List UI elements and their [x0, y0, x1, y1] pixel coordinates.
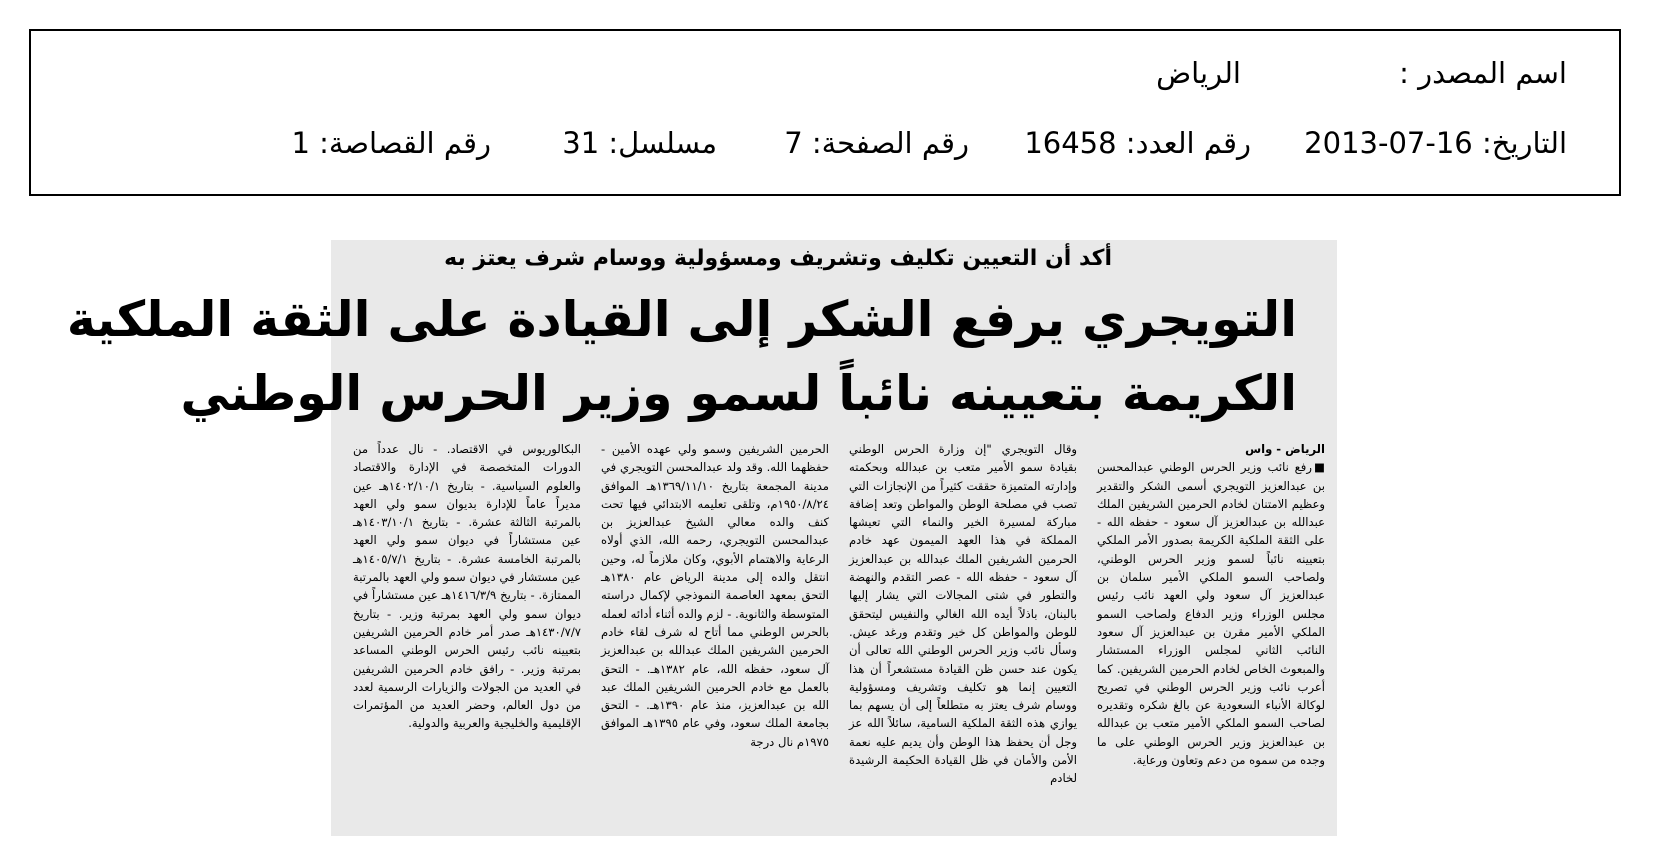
- source-label: اسم المصدر :: [1399, 56, 1567, 90]
- date-field: التاريخ: 16-07-2013: [1304, 126, 1567, 160]
- article-column-3: [601, 440, 829, 832]
- article-column-1: [1097, 440, 1325, 832]
- issue-number-field: رقم العدد: 16458: [1024, 126, 1251, 160]
- clip-number-field: رقم القصاصة: 1: [291, 126, 491, 160]
- column-2-text: وقال التويجري "إن وزارة الحرس الوطني بقيادة سمو الأمير متعب بن عبدالله وبحكمته وإدارته المتميزة حققت كثيراً من الإنجازات التي تصب في مصلحة الوطن والمواطن وتعد إضافة مباركة لمسيرة الخير والنماء التي تعيشها المملكة في هذا العهد الميمون عهد خادم الحرمين الشريفين الملك عبدالله بن عبدالعزيز آل سعود - حفظه الله - عصر التقدم والنهضة والتطور في شتى المجالات التي يشار إليها بالبنان، باذلاً أيده الله الغالي والنفيس ليتحقق للوطن والمواطن كل خير وتقدم ورغد عيش. وسأل نائب وزير الحرس الوطني الله تعالى أن يكون عند حسن ظن القيادة مستشعراً أن هذا التعيين إنما هو تكليف وتشريف ومسؤولية ووسام شرف يعتز به متطلعاً إلى أن يسهم بما يوازي هذه الثقة الملكية السامية، سائلاً الله عز وجل أن يحفظ هذا الوطن وأن يديم عليه نعمة الأمن والأمان في ظل القيادة الحكيمة الرشيدة لخادم: [849, 442, 1077, 786]
- newspaper-clipping: [66, 240, 1337, 836]
- article-column-4: [353, 440, 581, 832]
- source-value: الرياض: [1156, 56, 1241, 90]
- column-3-text: الحرمين الشريفين وسمو ولي عهده الأمين - حفظهما الله. وقد ولد عبدالمحسن التويجري في مدينة المجمعة بتاريخ ١٣٦٩/١١/١٠هـ الموافق ١٩٥٠/٨/٢٤م، وتلقى تعليمه الابتدائي فيها تحت كنف والده معالي الشيخ عبدالعزيز بن عبدالمحسن التويجري، رحمه الله، الذي أولاه الرعاية والاهتمام الأبوي، وكان ملازماً له، وحين انتقل والده إلى مدينة الرياض عام ١٣٨٠هـ التحق بمعهد العاصمة النموذجي لإكمال دراسته المتوسطة والثانوية. - لزم والده أثناء أدائه لعمله بالحرس الوطني مما أتاح له شرف لقاء خادم الحرمين الشريفين الملك عبدالله بن عبدالعزيز آل سعود، حفظه الله، عام ١٣٨٢هـ. - التحق بالعمل مع خادم الحرمين الشريفين الملك عبد الله بن عبدالعزيز، منذ عام ١٣٩٠هـ. - التحق بجامعة الملك سعود، وفي عام ١٣٩٥هـ الموافق ١٩٧٥م نال درجة: [601, 442, 830, 749]
- dateline: الرياض - واس: [1245, 442, 1325, 456]
- column-1-text: ■رفع نائب وزير الحرس الوطني عبدالمحسن بن عبدالعزيز التويجري أسمى الشكر والتقدير وعظيم الامتنان لخادم الحرمين الشريفين الملك عبدالله بن عبدالعزيز آل سعود - حفظه الله - على الثقة الملكية الكريمة بصدور الأمر الملكي بتعيينه نائباً لسمو وزير الحرس الوطني، ولصاحب السمو الملكي الأمير سلمان بن عبدالعزيز آل سعود ولي العهد نائب رئيس مجلس الوزراء وزير الدفاع ولصاحب السمو الملكي الأمير مقرن بن عبدالعزيز آل سعود النائب الثاني لمجلس الوزراء المستشار والمبعوث الخاص لخادم الحرمين الشريفين. كما أعرب نائب وزير الحرس الوطني في تصريح لوكالة الأنباء السعودية عن بالغ شكره وتقديره لصاحب السمو الملكي الأمير متعب بن عبدالله بن عبدالعزيز وزير الحرس الوطني على ما وجده من سموه من دعم وتعاون ورعاية.: [1097, 460, 1325, 768]
- article-kicker: أكد أن التعيين تكليف وتشريف ومسؤولية ووسام شرف يعتز به: [444, 246, 1112, 271]
- column-4-text: البكالوريوس في الاقتصاد. - نال عدداً من الدورات المتخصصة في الإدارة والاقتصاد والعلوم السياسية. - بتاريخ ١٤٠٢/١٠/١هـ عين مديراً عاماً للإدارة بديوان سمو ولي العهد بالمرتبة الثالثة عشرة. - بتاريخ ١٤٠٣/١٠/١هـ عين مستشاراً في ديوان سمو ولي العهد بالمرتبة الخامسة عشرة. - بتاريخ ١٤٠٥/٧/١هـ عين مستشار في ديوان سمو ولي العهد بالمرتبة الممتازة. - بتاريخ ١٤١٦/٣/٩هـ عين مستشاراً في ديوان سمو ولي العهد بمرتبة وزير. - بتاريخ ١٤٣٠/٧/٧هـ صدر أمر خادم الحرمين الشريفين بتعيينه نائب رئيس الحرس الوطني المساعد بمرتبة وزير. - رافق خادم الحرمين الشريفين في العديد من الجولات والزيارات الرسمية لعدد من دول العالم، وحضر العديد من المؤتمرات الإقليمية والخليجية والعربية والدولية.: [353, 442, 581, 731]
- page-number-field: رقم الصفحة: 7: [784, 126, 969, 160]
- article-column-2: [849, 440, 1077, 832]
- serial-field: مسلسل: 31: [562, 126, 717, 160]
- headline-line-1: التويجري يرفع الشكر إلى القيادة على الثقة الملكية: [66, 291, 1297, 348]
- headline-line-2: الكريمة بتعيينه نائباً لسمو وزير الحرس الوطني: [180, 365, 1297, 422]
- source-metadata-box: [29, 29, 1621, 196]
